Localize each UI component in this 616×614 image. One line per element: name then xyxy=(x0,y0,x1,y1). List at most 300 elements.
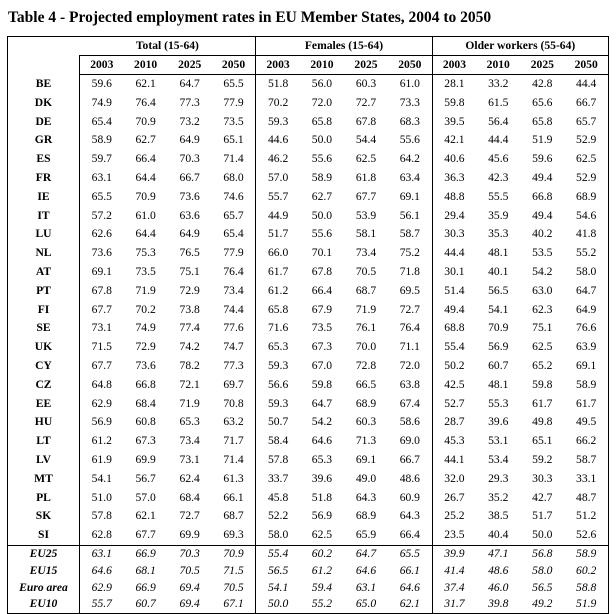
rate-cell: 62.7 xyxy=(311,189,333,203)
rate-cell: 66.4 xyxy=(311,283,333,297)
rate-cell: 64.2 xyxy=(399,152,420,166)
rate-cell: 51.2 xyxy=(576,509,597,523)
rate-cell: 40.6 xyxy=(432,150,476,169)
rate-cell: 63.9 xyxy=(576,340,597,354)
rate-cell: 33.1 xyxy=(576,471,597,485)
rate-cell: 60.9 xyxy=(399,490,420,504)
rate-cell: 61.8 xyxy=(355,170,377,184)
rate-cell: 68.4 xyxy=(179,490,200,504)
rate-cell: 54.1 xyxy=(256,580,300,597)
rate-cell: 45.8 xyxy=(256,489,300,508)
rate-cell: 51.7 xyxy=(532,509,553,523)
rate-cell: 77.9 xyxy=(223,95,244,109)
rate-cell: 55.2 xyxy=(576,246,597,260)
rate-cell: 53.1 xyxy=(488,434,509,448)
rate-cell: 62.5 xyxy=(532,340,553,354)
rate-cell: 63.6 xyxy=(179,208,200,222)
rate-cell: 63.0 xyxy=(532,283,553,297)
year-header: 2050 xyxy=(212,56,256,75)
rate-cell: 69.4 xyxy=(179,580,200,594)
rate-cell: 76.4 xyxy=(135,95,156,109)
rate-cell: 64.9 xyxy=(179,227,200,241)
rate-cell: 76.4 xyxy=(223,264,244,278)
rate-cell: 64.8 xyxy=(80,376,124,395)
rate-cell: 49.0 xyxy=(355,471,377,485)
aggregate-label: Euro area xyxy=(19,580,68,594)
rate-cell: 54.4 xyxy=(355,133,377,147)
country-code: SE xyxy=(36,321,51,335)
rate-cell: 58.9 xyxy=(576,377,597,391)
rate-cell: 70.3 xyxy=(179,152,200,166)
country-code: LU xyxy=(35,227,52,241)
rate-cell: 42.5 xyxy=(432,376,476,395)
rate-cell: 59.8 xyxy=(432,94,476,113)
rate-cell: 61.7 xyxy=(576,396,597,410)
rate-cell: 66.9 xyxy=(124,545,168,562)
rate-cell: 64.7 xyxy=(344,545,388,562)
rate-cell: 48.1 xyxy=(488,246,509,260)
rate-cell: 60.8 xyxy=(135,415,156,429)
rate-cell: 71.3 xyxy=(355,434,377,448)
table-body xyxy=(8,75,609,614)
year-header-row xyxy=(8,56,609,75)
rate-cell: 64.6 xyxy=(355,563,377,577)
rate-cell: 71.9 xyxy=(355,302,377,316)
rate-cell: 59.4 xyxy=(311,580,333,594)
rate-cell: 57.2 xyxy=(80,207,124,226)
rate-cell: 63.1 xyxy=(80,169,124,188)
rate-cell: 58.9 xyxy=(80,131,124,150)
country-row xyxy=(8,526,609,545)
rate-cell: 65.4 xyxy=(223,227,244,241)
rate-cell: 44.4 xyxy=(432,244,476,263)
rate-cell: 68.0 xyxy=(223,170,244,184)
rate-cell: 67.7 xyxy=(80,357,124,376)
rate-cell: 70.5 xyxy=(179,563,200,577)
rate-cell: 30.3 xyxy=(532,471,553,485)
rate-cell: 69.7 xyxy=(223,377,244,391)
rate-cell: 49.4 xyxy=(532,170,553,184)
country-code: FR xyxy=(35,170,52,184)
rate-cell: 56.1 xyxy=(399,208,420,222)
rate-cell: 53.5 xyxy=(532,246,553,260)
rate-cell: 23.5 xyxy=(432,526,476,545)
rate-cell: 66.1 xyxy=(399,563,420,577)
rate-cell: 66.4 xyxy=(135,152,156,166)
rate-cell: 44.1 xyxy=(432,451,476,470)
rate-cell: 71.7 xyxy=(223,434,244,448)
country-code: CY xyxy=(35,358,52,372)
rate-cell: 56.9 xyxy=(488,340,509,354)
rate-cell: 69.1 xyxy=(576,358,597,372)
rate-cell: 55.4 xyxy=(256,545,300,562)
rate-cell: 73.1 xyxy=(179,452,200,466)
rate-cell: 74.4 xyxy=(223,302,244,316)
rate-cell: 75.2 xyxy=(399,246,420,260)
rate-cell: 68.8 xyxy=(432,319,476,338)
country-row xyxy=(8,395,609,414)
rate-cell: 77.6 xyxy=(223,321,244,335)
country-code: NL xyxy=(35,246,52,260)
rate-cell: 55.2 xyxy=(311,597,333,611)
rate-cell: 64.7 xyxy=(311,396,333,410)
rate-cell: 67.8 xyxy=(355,114,377,128)
country-code: MT xyxy=(34,471,53,485)
rate-cell: 63.4 xyxy=(399,170,420,184)
rate-cell: 68.1 xyxy=(135,563,156,577)
rate-cell: 61.0 xyxy=(399,77,420,90)
rate-cell: 60.3 xyxy=(355,415,377,429)
rate-cell: 29.3 xyxy=(488,471,509,485)
rate-cell: 49.5 xyxy=(576,415,597,429)
rate-cell: 48.7 xyxy=(576,490,597,504)
country-row xyxy=(8,301,609,320)
rate-cell: 66.7 xyxy=(576,95,597,109)
country-code: FI xyxy=(37,302,50,316)
rate-cell: 61.2 xyxy=(311,563,333,577)
rate-cell: 62.5 xyxy=(355,152,377,166)
rate-cell: 26.7 xyxy=(432,489,476,508)
rate-cell: 58.9 xyxy=(564,545,608,562)
rate-cell: 76.5 xyxy=(179,246,200,260)
rate-cell: 66.7 xyxy=(399,452,420,466)
rate-cell: 70.9 xyxy=(488,321,509,335)
country-code: SK xyxy=(35,509,52,523)
rate-cell: 40.1 xyxy=(488,264,509,278)
rate-cell: 76.1 xyxy=(355,321,377,335)
rate-cell: 65.6 xyxy=(532,95,553,109)
rate-cell: 71.4 xyxy=(223,452,244,466)
rate-cell: 72.7 xyxy=(355,95,377,109)
rate-cell: 63.8 xyxy=(399,377,420,391)
country-row xyxy=(8,244,609,263)
year-header: 2003 xyxy=(432,56,476,75)
country-code: IE xyxy=(37,189,50,203)
rate-cell: 68.3 xyxy=(399,114,420,128)
rate-cell: 57.0 xyxy=(256,169,300,188)
rate-cell: 76.4 xyxy=(399,321,420,335)
rate-cell: 73.6 xyxy=(135,358,156,372)
country-code: DK xyxy=(34,95,53,109)
rate-cell: 58.6 xyxy=(399,415,420,429)
rate-cell: 54.6 xyxy=(576,208,597,222)
rate-cell: 42.7 xyxy=(532,490,553,504)
country-code: SI xyxy=(38,528,49,542)
country-code: PL xyxy=(36,490,51,504)
rate-cell: 35.2 xyxy=(488,490,509,504)
rate-cell: 71.1 xyxy=(399,340,420,354)
rate-cell: 50.0 xyxy=(532,528,553,542)
rate-cell: 61.3 xyxy=(223,471,244,485)
rate-cell: 49.4 xyxy=(432,301,476,320)
rate-cell: 46.2 xyxy=(256,150,300,169)
rate-cell: 74.2 xyxy=(179,340,200,354)
rate-cell: 32.0 xyxy=(432,470,476,489)
rate-cell: 25.2 xyxy=(432,507,476,526)
rate-cell: 77.3 xyxy=(179,95,200,109)
year-header: 2003 xyxy=(80,56,124,75)
rate-cell: 48.6 xyxy=(488,563,509,577)
rate-cell: 53.4 xyxy=(488,452,509,466)
rate-cell: 70.5 xyxy=(223,580,244,594)
rate-cell: 58.1 xyxy=(355,227,377,241)
rate-cell: 65.5 xyxy=(223,77,244,90)
rate-cell: 62.1 xyxy=(135,509,156,523)
rate-cell: 63.1 xyxy=(355,580,377,594)
rate-cell: 71.5 xyxy=(80,338,124,357)
rate-cell: 58.7 xyxy=(576,452,597,466)
rate-cell: 66.7 xyxy=(179,170,200,184)
rate-cell: 61.9 xyxy=(80,451,124,470)
rate-cell: 72.7 xyxy=(179,509,200,523)
rate-cell: 65.8 xyxy=(256,301,300,320)
aggregate-label: EU25 xyxy=(8,545,80,562)
rate-cell: 52.6 xyxy=(576,528,597,542)
rate-cell: 72.1 xyxy=(179,377,200,391)
rate-cell: 68.7 xyxy=(355,283,377,297)
country-row xyxy=(8,413,609,432)
rate-cell: 41.8 xyxy=(576,227,597,241)
country-row xyxy=(8,225,609,244)
rate-cell: 70.0 xyxy=(355,340,377,354)
rate-cell: 60.2 xyxy=(300,545,344,562)
rate-cell: 58.8 xyxy=(576,580,597,594)
rate-cell: 74.7 xyxy=(223,340,244,354)
rate-cell: 70.5 xyxy=(355,264,377,278)
rate-cell: 72.9 xyxy=(135,340,156,354)
rate-cell: 46.0 xyxy=(488,580,509,594)
rate-cell: 72.7 xyxy=(399,302,420,316)
rate-cell: 66.0 xyxy=(256,244,300,263)
group-header-older-workers: Older workers (55-64) xyxy=(432,37,608,56)
rate-cell: 64.6 xyxy=(311,434,333,448)
rate-cell: 56.5 xyxy=(532,580,553,594)
rate-cell: 72.0 xyxy=(311,95,333,109)
rate-cell: 39.9 xyxy=(432,545,476,562)
aggregate-label: EU15 xyxy=(29,563,58,577)
rate-cell: 55.4 xyxy=(432,338,476,357)
rate-cell: 64.3 xyxy=(355,490,377,504)
rate-cell: 71.9 xyxy=(135,283,156,297)
rate-cell: 51.8 xyxy=(311,490,333,504)
rate-cell: 65.0 xyxy=(355,597,377,611)
rate-cell: 70.1 xyxy=(311,246,333,260)
country-row xyxy=(8,319,609,338)
rate-cell: 56.7 xyxy=(135,471,156,485)
country-row xyxy=(8,470,609,489)
year-header: 2025 xyxy=(344,56,388,75)
rate-cell: 61.7 xyxy=(256,263,300,282)
rate-cell: 61.2 xyxy=(256,282,300,301)
rate-cell: 64.7 xyxy=(576,283,597,297)
rate-cell: 59.3 xyxy=(256,357,300,376)
rate-cell: 59.3 xyxy=(256,113,300,132)
rate-cell: 47.1 xyxy=(476,545,520,562)
rate-cell: 71.5 xyxy=(223,563,244,577)
rate-cell: 73.8 xyxy=(179,302,200,316)
rate-cell: 61.5 xyxy=(488,95,509,109)
rate-cell: 71.6 xyxy=(256,319,300,338)
rate-cell: 44.4 xyxy=(488,133,509,147)
rate-cell: 58.0 xyxy=(576,264,597,278)
rate-cell: 73.1 xyxy=(80,319,124,338)
rate-cell: 55.6 xyxy=(311,227,333,241)
rate-cell: 65.3 xyxy=(256,338,300,357)
rate-cell: 56.8 xyxy=(520,545,564,562)
rate-cell: 65.1 xyxy=(223,133,244,147)
country-code: CZ xyxy=(35,377,52,391)
country-code: AT xyxy=(35,264,52,278)
rate-cell: 70.9 xyxy=(135,189,156,203)
rate-cell: 61.7 xyxy=(532,396,553,410)
rate-cell: 64.6 xyxy=(399,580,420,594)
rate-cell: 60.3 xyxy=(355,77,377,90)
rate-cell: 73.3 xyxy=(399,95,420,109)
rate-cell: 54.2 xyxy=(532,264,553,278)
rate-cell: 70.2 xyxy=(256,94,300,113)
rate-cell: 68.9 xyxy=(355,509,377,523)
rate-cell: 64.6 xyxy=(80,563,124,580)
rate-cell: 71.8 xyxy=(399,264,420,278)
rate-cell: 53.9 xyxy=(355,208,377,222)
rate-cell: 45.6 xyxy=(488,152,509,166)
rate-cell: 55.7 xyxy=(80,596,124,613)
rate-cell: 31.7 xyxy=(432,596,476,613)
rate-cell: 66.1 xyxy=(223,490,244,504)
rate-cell: 62.1 xyxy=(135,77,156,90)
rate-cell: 74.9 xyxy=(80,94,124,113)
rate-cell: 40.2 xyxy=(532,227,553,241)
rate-cell: 39.5 xyxy=(432,113,476,132)
rate-cell: 62.1 xyxy=(399,597,420,611)
country-code: BE xyxy=(35,76,52,90)
rate-cell: 44.4 xyxy=(576,77,597,90)
rate-cell: 67.4 xyxy=(399,396,420,410)
rate-cell: 33.7 xyxy=(256,470,300,489)
corner-cell xyxy=(8,37,80,56)
rate-cell: 65.3 xyxy=(311,452,333,466)
rate-cell: 77.9 xyxy=(223,246,244,260)
country-code: LV xyxy=(35,452,52,466)
rate-cell: 77.3 xyxy=(223,358,244,372)
rate-cell: 62.9 xyxy=(80,395,124,414)
rate-cell: 69.1 xyxy=(355,452,377,466)
rate-cell: 41.4 xyxy=(432,563,476,580)
rate-cell: 69.1 xyxy=(399,189,420,203)
rate-cell: 58.0 xyxy=(532,563,553,577)
rate-cell: 65.7 xyxy=(223,208,244,222)
rate-cell: 67.7 xyxy=(135,528,156,542)
rate-cell: 72.0 xyxy=(399,358,420,372)
rate-cell: 39.6 xyxy=(488,415,509,429)
rate-cell: 60.7 xyxy=(488,358,509,372)
country-row xyxy=(8,451,609,470)
rate-cell: 73.4 xyxy=(223,283,244,297)
rate-cell: 54.1 xyxy=(488,302,509,316)
rate-cell: 50.2 xyxy=(432,357,476,376)
rate-cell: 65.7 xyxy=(576,114,597,128)
rate-cell: 54.2 xyxy=(311,415,333,429)
rate-cell: 59.3 xyxy=(256,395,300,414)
rate-cell: 65.8 xyxy=(532,114,553,128)
rate-cell: 62.5 xyxy=(576,152,597,166)
rate-cell: 54.1 xyxy=(80,470,124,489)
rate-cell: 30.3 xyxy=(432,225,476,244)
rate-cell: 65.5 xyxy=(80,188,124,207)
country-row xyxy=(8,282,609,301)
rate-cell: 57.0 xyxy=(135,490,156,504)
rate-cell: 72.8 xyxy=(355,358,377,372)
rate-cell: 73.4 xyxy=(179,434,200,448)
rate-cell: 59.6 xyxy=(80,75,124,94)
rate-cell: 57.8 xyxy=(256,451,300,470)
rate-cell: 56.9 xyxy=(80,413,124,432)
rate-cell: 74.6 xyxy=(223,189,244,203)
year-header: 2050 xyxy=(564,56,608,75)
rate-cell: 65.8 xyxy=(311,114,333,128)
rate-cell: 73.5 xyxy=(135,264,156,278)
rate-cell: 51.4 xyxy=(432,282,476,301)
rate-cell: 58.4 xyxy=(256,432,300,451)
rate-cell: 64.4 xyxy=(135,227,156,241)
rate-cell: 59.8 xyxy=(532,377,553,391)
rate-cell: 69.4 xyxy=(179,597,200,611)
rate-cell: 50.0 xyxy=(311,133,333,147)
rate-cell: 51.8 xyxy=(256,75,300,94)
rate-cell: 52.2 xyxy=(256,507,300,526)
rate-cell: 67.1 xyxy=(223,597,244,611)
country-row xyxy=(8,113,609,132)
rate-cell: 38.5 xyxy=(488,509,509,523)
rate-cell: 66.8 xyxy=(532,189,553,203)
rate-cell: 67.8 xyxy=(311,264,333,278)
rate-cell: 62.5 xyxy=(311,528,333,542)
table-title: Table 4 - Projected employment rates in EU Member States, 2004 to 2050 xyxy=(8,9,492,26)
country-row xyxy=(8,75,609,94)
year-header: 2025 xyxy=(168,56,212,75)
aggregate-label: EU10 xyxy=(29,597,58,611)
country-row xyxy=(8,263,609,282)
rate-cell: 63.2 xyxy=(223,415,244,429)
rate-cell: 60.7 xyxy=(135,597,156,611)
rate-cell: 65.5 xyxy=(388,545,432,562)
rate-cell: 70.2 xyxy=(135,302,156,316)
rate-cell: 67.7 xyxy=(355,189,377,203)
rate-cell: 66.2 xyxy=(576,434,597,448)
rate-cell: 56.0 xyxy=(311,77,333,90)
aggregate-row xyxy=(8,580,609,597)
rate-cell: 35.3 xyxy=(488,227,509,241)
rate-cell: 56.5 xyxy=(488,283,509,297)
year-header: 2010 xyxy=(300,56,344,75)
rate-cell: 39.8 xyxy=(488,597,509,611)
rate-cell: 50.7 xyxy=(256,413,300,432)
rate-cell: 48.6 xyxy=(399,471,420,485)
rate-cell: 61.2 xyxy=(80,432,124,451)
rate-cell: 56.4 xyxy=(488,114,509,128)
rate-cell: 40.4 xyxy=(488,528,509,542)
country-code: DE xyxy=(35,114,52,128)
rate-cell: 67.7 xyxy=(80,301,124,320)
rate-cell: 75.1 xyxy=(179,264,200,278)
year-header: 2010 xyxy=(124,56,168,75)
rate-cell: 71.4 xyxy=(223,152,244,166)
country-row xyxy=(8,150,609,169)
corner-cell xyxy=(8,56,80,75)
country-code: ES xyxy=(36,152,51,166)
rate-cell: 71.9 xyxy=(179,396,200,410)
group-header-total: Total (15-64) xyxy=(80,37,256,56)
